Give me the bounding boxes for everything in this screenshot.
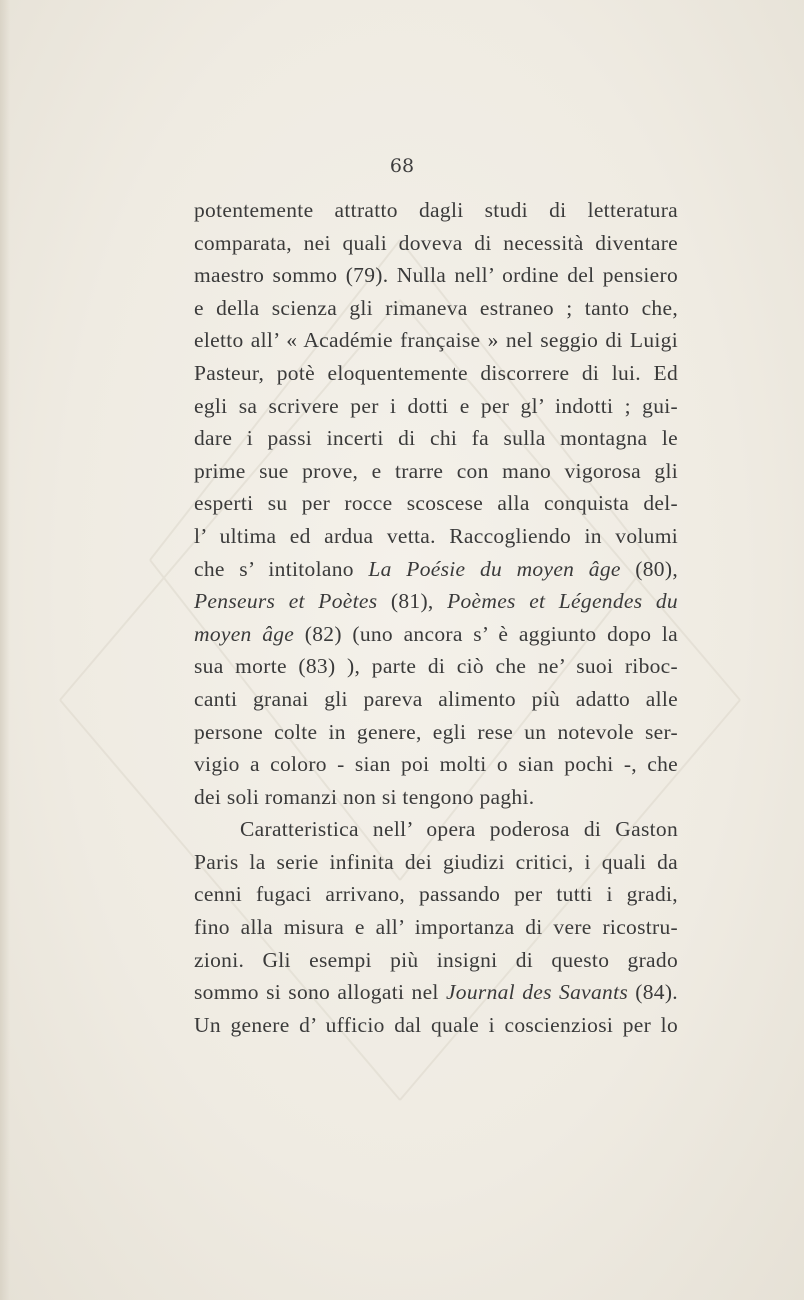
text-fragment: (82) (uno ancora s’ è aggiunto dopo la: [294, 621, 678, 646]
text-line-with-title: [194, 585, 678, 618]
text-line: esperti su per rocce scoscese alla conquista del-: [194, 491, 678, 516]
text-line: comparata, nei quali doveva di necessità diventare: [194, 230, 678, 255]
text-line: Paris la serie infinita dei giudizi critici, i quali da: [194, 849, 678, 874]
text-line: Un genere d’ ufficio dal quale i coscienziosi per lo: [194, 1012, 678, 1037]
text-line: sua morte (83) ), parte di ciò che ne’ suoi riboc-: [194, 654, 678, 679]
text-line: dare i passi incerti di chi fa sulla montagna le: [194, 426, 678, 451]
text-line: prime sue prove, e trarre con mano vigorosa gli: [194, 458, 678, 483]
text-fragment: (80),: [620, 556, 678, 581]
book-title: Penseurs et Poètes: [194, 589, 378, 614]
journal-title: Journal des Savants: [445, 980, 629, 1005]
text-line: potentemente attratto dagli studi di letteratura: [194, 198, 678, 222]
text-line-with-title: [194, 618, 678, 651]
text-line: fino alla misura e all’ importanza di vere ricostru-: [194, 915, 678, 940]
text-line: vigio a coloro - sian poi molti o sian pochi -, che: [194, 752, 678, 777]
book-title: La Poésie du moyen âge: [368, 556, 621, 581]
text-line: cenni fugaci arrivano, passando per tutti i gradi,: [194, 882, 678, 907]
text-line: zioni. Gli esempi più insigni di questo grado: [194, 947, 678, 972]
text-line-with-title: [194, 553, 678, 586]
text-line: dei soli romanzi non si tengono paghi.: [194, 784, 535, 809]
book-title: moyen âge: [194, 621, 295, 646]
text-line: e della scienza gli rimaneva estraneo ; tanto che,: [194, 295, 678, 320]
page-number: 68: [389, 155, 415, 177]
text-line: l’ ultima ed ardua vetta. Raccogliendo in volumi: [194, 523, 678, 548]
book-title: Poèmes et Légendes du: [447, 589, 678, 614]
text-line-with-title: [194, 976, 678, 1009]
text-fragment: che s’ intitolano: [194, 556, 369, 581]
body-text: [194, 194, 678, 1041]
text-line: persone colte in genere, egli rese un notevole ser-: [194, 719, 678, 744]
text-fragment: (84).: [628, 980, 678, 1005]
text-line: maestro sommo (79). Nulla nell’ ordine del pensiero: [194, 263, 678, 288]
text-fragment: sommo si sono allogati nel: [194, 980, 446, 1005]
text-line: Caratteristica nell’ opera poderosa di Gaston: [240, 817, 678, 842]
text-line: canti granai gli pareva alimento più adatto alle: [194, 686, 678, 711]
paragraph-2: [194, 813, 678, 1041]
text-fragment: (81),: [377, 589, 448, 614]
text-line: eletto all’ « Académie française » nel seggio di Luigi: [194, 328, 678, 353]
text-line: egli sa scrivere per i dotti e per gl’ indotti ; gui-: [194, 393, 678, 418]
paragraph-1: [194, 194, 678, 813]
text-line: Pasteur, potè eloquentemente discorrere di lui. Ed: [194, 360, 678, 385]
